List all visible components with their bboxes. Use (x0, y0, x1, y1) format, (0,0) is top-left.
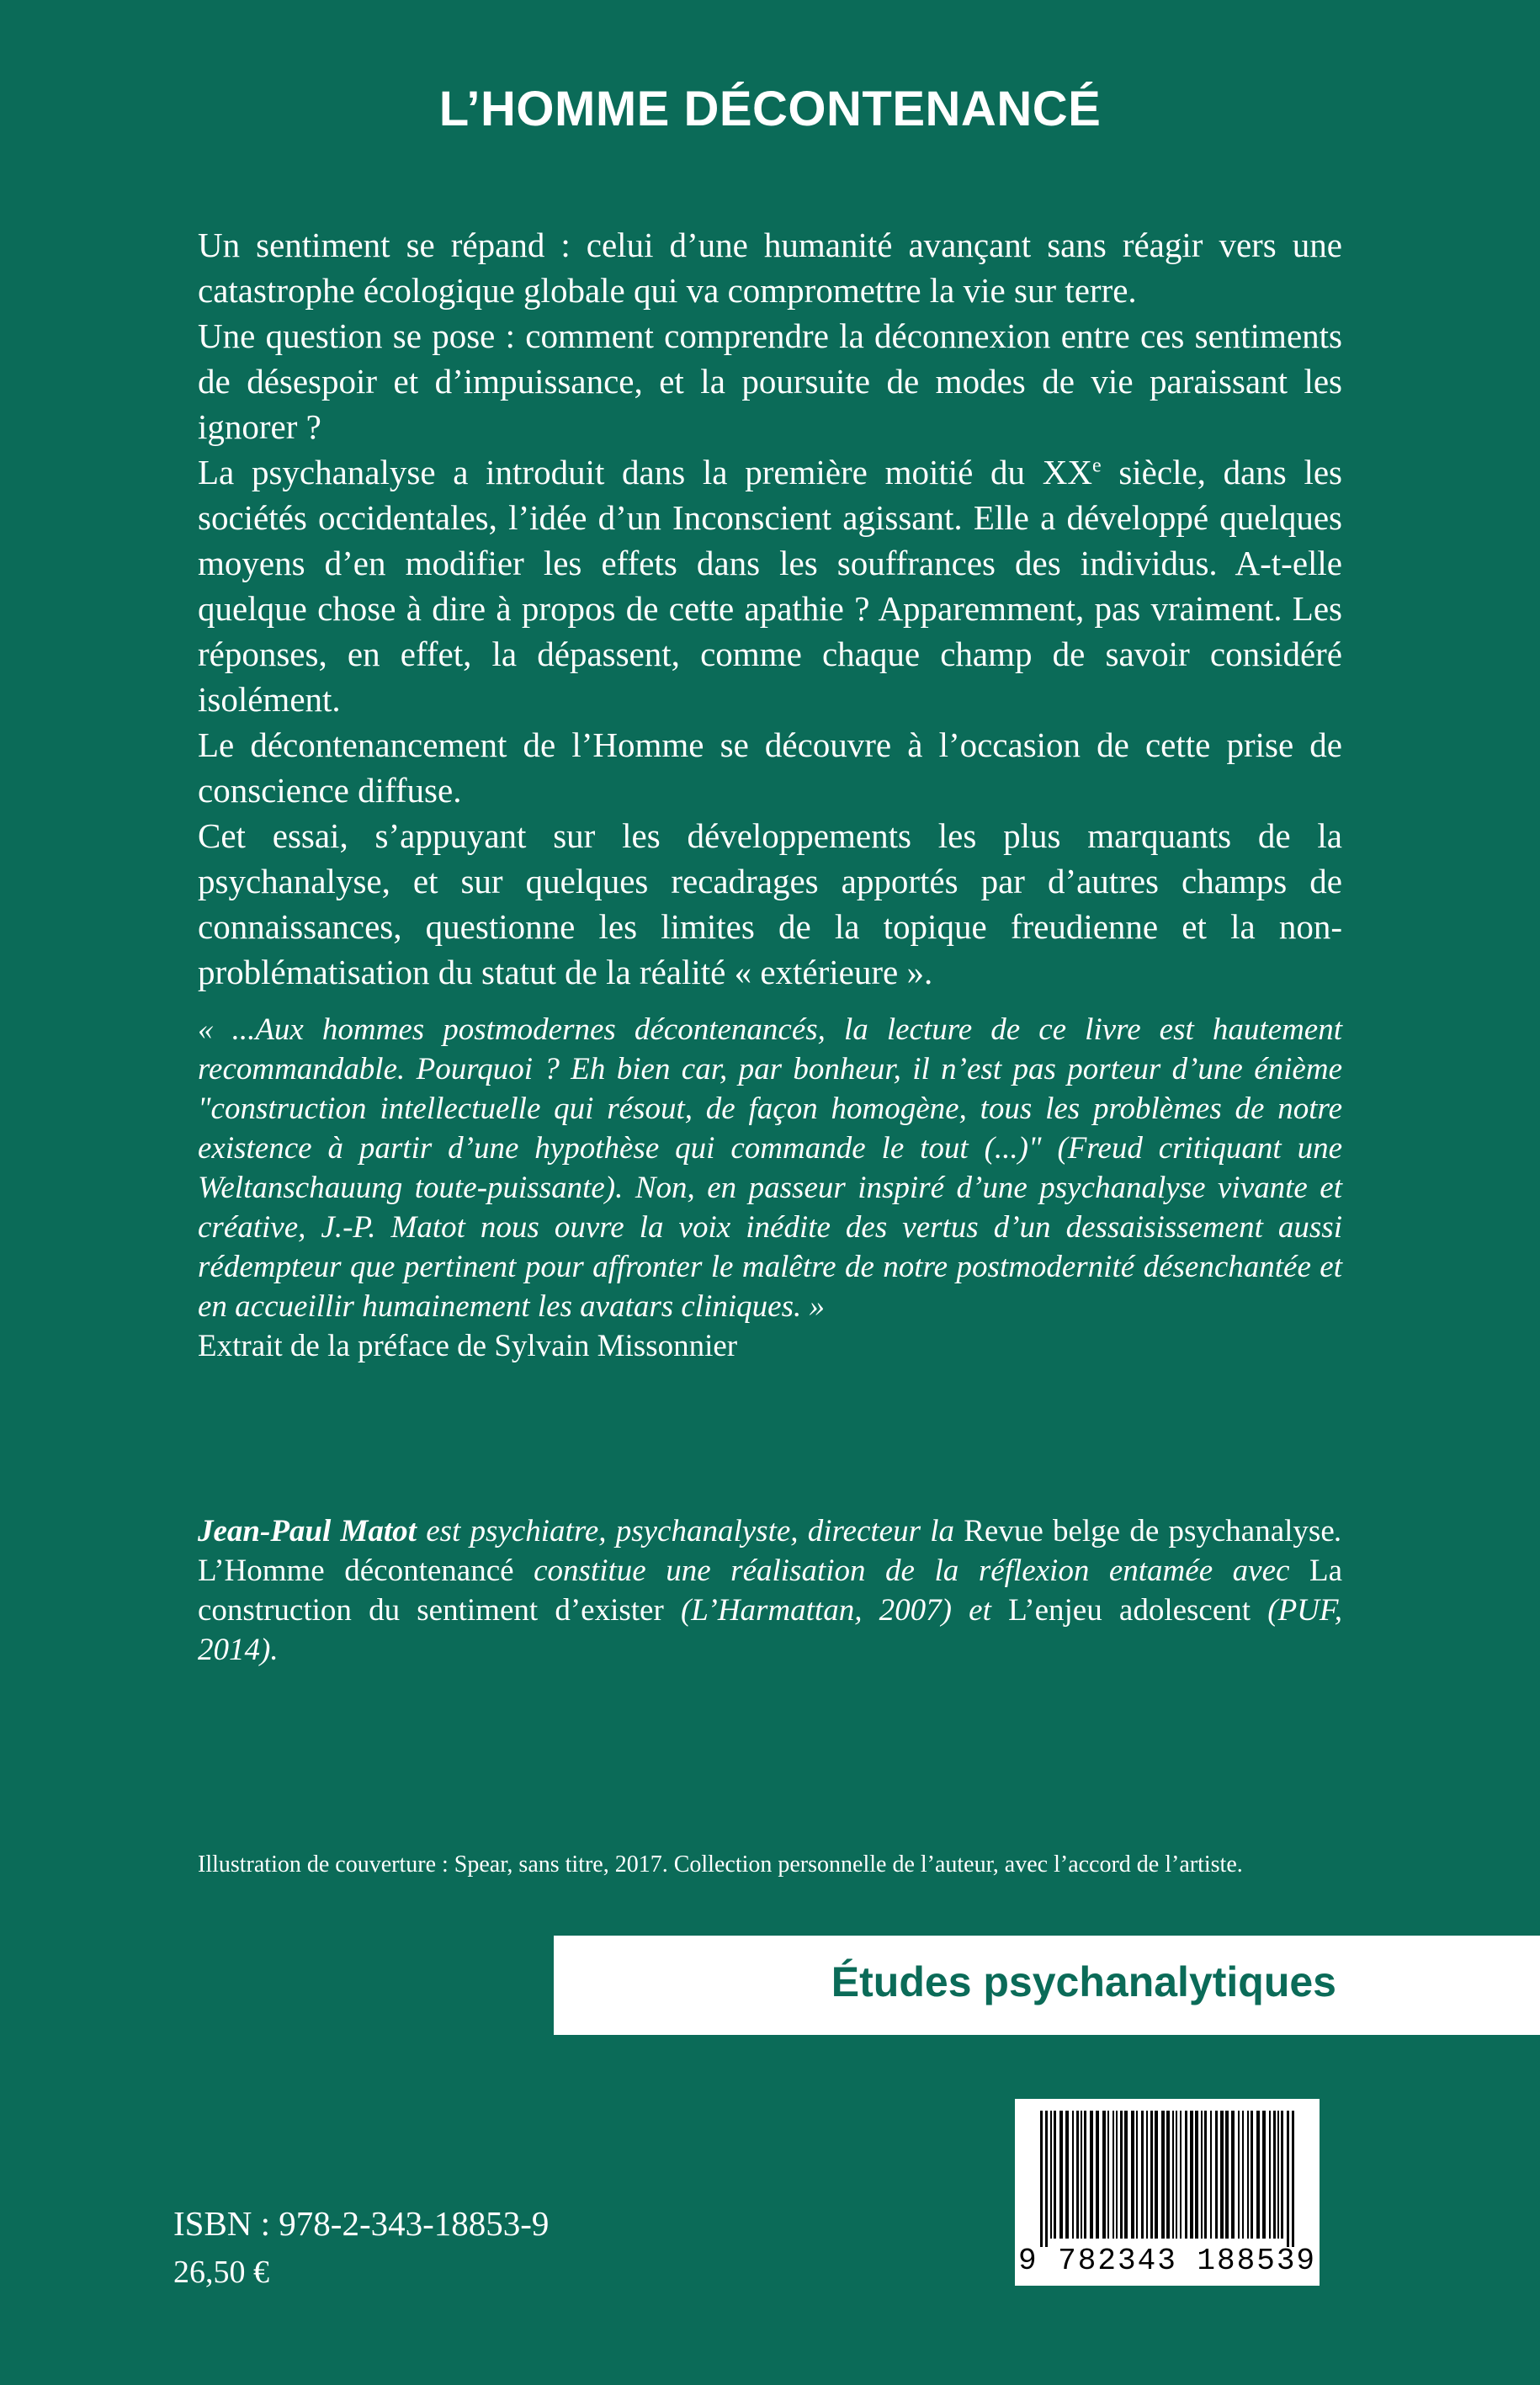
barcode-bar (1262, 2111, 1266, 2239)
barcode (1015, 2099, 1320, 2286)
barcode-bar (1238, 2111, 1240, 2239)
barcode-bar (1195, 2111, 1198, 2239)
isbn: ISBN : 978-2-343-18853-9 (173, 2204, 550, 2243)
barcode-bar (1220, 2111, 1224, 2239)
barcode-bar (1096, 2111, 1099, 2239)
quote-text: « ...Aux hommes postmodernes décontenancés, la lecture de ce livre est hautement recommandable. Pourquoi ? Eh bien car, par bonheur, il n’est pas porteur d’une énième "construction intellectuelle qui résout, de façon homogène, tous les problèmes de notre existence à partir d’une hypothèse qui commande le tout (...)" (Freud critiquant une Weltanschauung toute-puissante). Non, en passeur inspiré d’une psychanalyse vivante et créative, J.-P. Matot nous ouvre la voix inédite des vertus d’un dessaisissement aussi rédempteur que pertinent pour affronter le malêtre de notre postmodernité désenchantée et en accueillir humainement les avatars cliniques. » (198, 1012, 1342, 1324)
blurb-paragraph-5: Cet essai, s’appuyant sur les développements les plus marquants de la psychanalyse, et sur quelques recadrages apportés par d’autres champs de connaissances, questionne les limites de la topique freudienne et la non-problématisation du statut de la réalité « extérieure ». (198, 816, 1342, 991)
barcode-bar (1124, 2111, 1128, 2239)
barcode-bar (1155, 2111, 1158, 2239)
barcode-bar (1210, 2111, 1212, 2239)
blurb-paragraph-2: Une question se pose : comment comprendre la déconnexion entre ces sentiments de désespoir et d’impuissance, et la poursuite de modes de vie paraissant les ignorer ? (198, 316, 1342, 446)
barcode-bar (1107, 2111, 1109, 2239)
barcode-bar (1180, 2111, 1182, 2239)
blurb-paragraph-1: Un sentiment se répand : celui d’une humanité avançant sans réagir vers une catastrophe écologique globale qui va compromettre la vie sur terre. (198, 226, 1342, 310)
barcode-bar (1136, 2111, 1138, 2239)
bio-earlier-book-1: La construction du sentiment d’exister (198, 1554, 1342, 1628)
bio-book-title: L’Homme décontenancé (198, 1554, 514, 1588)
blurb-paragraph-4: Le décontenancement de l’Homme se découvre à l’occasion de cette prise de conscience diffuse. (198, 725, 1342, 810)
barcode-bar (1059, 2111, 1063, 2239)
blurb-paragraph-3 (198, 449, 1342, 722)
barcode-bar (1215, 2111, 1218, 2239)
barcode-bar (1146, 2111, 1148, 2239)
barcode-bar (1161, 2111, 1165, 2239)
bio-earlier-book-2: L’enjeu adolescent (1008, 1593, 1251, 1628)
barcode-bar (1116, 2111, 1118, 2239)
barcode-bar (1292, 2111, 1294, 2247)
barcode-bar (1281, 2111, 1283, 2239)
book-title: L’HOMME DÉCONTENANCÉ (438, 82, 1102, 136)
series-title: Études psychanalytiques (831, 1958, 1336, 2005)
blurb-paragraph-3-end: siècle, dans les sociétés occidentales, l’idée d’un Inconscient agissant. Elle a développé quelques moyens d’en modifier les effets dans les souffrances des individus. A-t-elle quelque chose à dire à propos de cette apathie ? Apparemment, pas vraiment. Les réponses, en effet, la dépassent, comme chaque champ de savoir considéré isolément. (198, 453, 1343, 719)
author-name: Jean-Paul Matot (198, 1514, 417, 1548)
barcode-bar (1277, 2111, 1279, 2239)
barcode-bar (1201, 2111, 1203, 2239)
barcode-bar (1190, 2111, 1193, 2239)
quote-attribution: Extrait de la préface de Sylvain Missonnier (198, 1329, 738, 1363)
barcode-bar (1072, 2111, 1074, 2239)
bio-publisher-1: (L’Harmattan, 2007) et (663, 1593, 1009, 1628)
author-bio (198, 1511, 1342, 1670)
preface-quote (198, 1010, 1342, 1366)
barcode-bar (1287, 2111, 1289, 2247)
barcode-bar (1204, 2111, 1207, 2239)
barcode-bar (1084, 2111, 1086, 2239)
bio-publisher-2: (PUF, 2014). (198, 1593, 1342, 1667)
barcode-bar (1273, 2111, 1276, 2239)
barcode-bar (1090, 2111, 1093, 2239)
bio-text-2: . (1334, 1514, 1342, 1548)
cover-illustration-credit: Illustration de couverture : Spear, sans titre, 2017. Collection personnelle de l’auteur, avec l’accord de l’artiste. (198, 1851, 1243, 1878)
barcode-bar (1131, 2111, 1134, 2239)
barcode-bar (1120, 2111, 1123, 2239)
barcode-bar (1102, 2111, 1106, 2239)
barcode-bar (1269, 2111, 1271, 2239)
barcode-bar (1185, 2111, 1187, 2239)
barcode-bar (1231, 2111, 1235, 2239)
barcode-bar (1076, 2111, 1079, 2239)
barcode-bar (1050, 2111, 1052, 2239)
barcode-bar (1176, 2111, 1177, 2239)
blurb-paragraph-3-start: La psychanalyse a introduit dans la première moitié du XX (198, 453, 1092, 491)
barcode-bar (1081, 2111, 1082, 2239)
barcode-bar (1054, 2111, 1056, 2239)
barcode-bar (1256, 2111, 1260, 2239)
barcode-digits: 9 782343 188539 (1017, 2244, 1317, 2278)
barcode-bar (1242, 2111, 1244, 2239)
barcode-bar (1247, 2111, 1249, 2239)
barcode-bar (1065, 2111, 1069, 2239)
series-band (554, 1936, 1540, 2035)
barcode-bar (1045, 2111, 1048, 2247)
barcode-bar (1251, 2111, 1253, 2239)
price: 26,50 € (173, 2255, 269, 2290)
bio-journal-title: Revue belge de psychanalyse (964, 1514, 1335, 1548)
barcode-bar (1225, 2111, 1229, 2239)
barcode-bar (1040, 2111, 1043, 2247)
century-superscript: e (1091, 454, 1102, 477)
barcode-bar (1172, 2111, 1174, 2239)
barcode-bar (1150, 2111, 1153, 2239)
barcode-bar (1166, 2111, 1170, 2239)
blurb (198, 222, 1342, 995)
bio-text-1: est psychiatre, psychanalyste, directeur la (416, 1514, 964, 1548)
barcode-bar (1141, 2111, 1144, 2239)
bio-text-3: constitue une réalisation de la réflexion entamée avec (513, 1554, 1309, 1588)
barcode-bar (1113, 2111, 1114, 2239)
